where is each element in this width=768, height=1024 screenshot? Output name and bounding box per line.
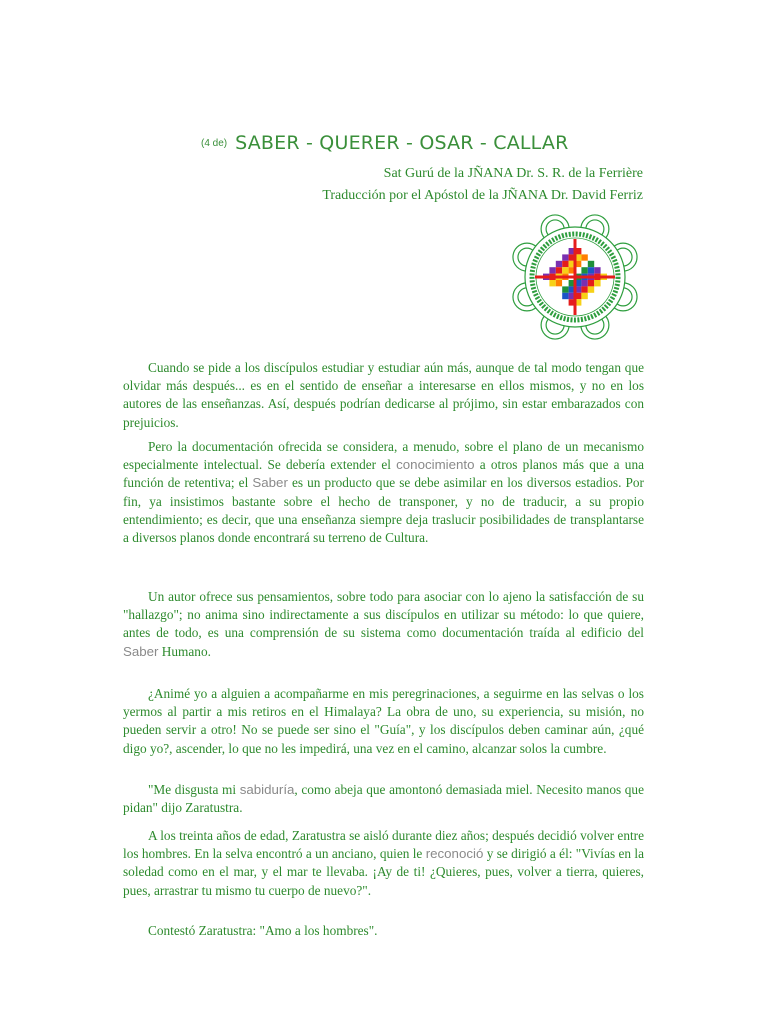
paragraph-text: es un producto que se debe asimilar en los diversos estadios. Por fin, ya insistimos bastante sobre el hecho de transponer, y no de traducir, a su propio entendimiento; es decir, que una enseñanza siempre deja traslucir posibilidades de transplantarse a diversos planos donde encontrará su terreno de Cultura. — [123, 475, 644, 546]
highlighted-term: sabiduría — [239, 782, 295, 797]
paragraph-text: a otros planos más que a una función de retentiva; el — [123, 457, 644, 491]
paragraph-7 — [123, 922, 644, 940]
highlighted-term: conocimiento — [396, 457, 475, 473]
paragraph-text: ¿Animé yo a alguien a acompañarme en mis peregrinaciones, a seguirme en las selvas o los yermos al partir a mis retiros en el Himalaya? La obra de uno, su experiencia, su misión, no pueden servir a otro! No se puede ser sino el "Guía", y los discípulos deben caminar aún, ¿qué digo yo?, ascender, lo que no les impedirá, una vez en el camino, alcanzar solos la cumbre. — [123, 686, 644, 756]
title-line — [201, 132, 569, 154]
paragraph-text: A los treinta años de edad, Zaratustra se aisló durante diez años; después decidió volver entre los hombres. En la selva encontró a un anciano, quien le — [123, 828, 644, 862]
page-title: SABER - QUERER - OSAR - CALLAR — [235, 132, 569, 154]
paragraph-text: Pero la documentación ofrecida se considera, a menudo, sobre el plano de un mecanismo especialmente intelectual. Se debería extender el — [123, 439, 644, 473]
paragraph-text: Humano. — [158, 643, 211, 659]
highlighted-term: reconoció — [425, 846, 484, 862]
jnana-mandala-emblem-icon — [505, 212, 645, 342]
highlighted-term: Saber — [252, 475, 288, 491]
paragraph-text: Contestó Zaratustra: "Amo a los hombres". — [148, 923, 378, 938]
part-number: (4 de) — [201, 137, 228, 149]
paragraph-4 — [123, 685, 644, 758]
paragraph-text: y se dirigió a él: "Vivías en la soledad como en el mar, y el mar te llevaba. ¡Ay de ti! ¿Quieres, pues, volver a tierra, quieres, pues, arrastrar tu mismo tu cuerpo de nuevo?". — [123, 846, 644, 898]
paragraph-text: Un autor ofrece sus pensamientos, sobre todo para asociar con lo ajeno la satisfacción de su "hallazgo"; no anima sino indirectamente a sus discípulos en utilizar su método: lo que quiere, antes de todo, es una comprensión de su sistema como documentación traída al edificio del — [123, 589, 644, 641]
paragraph-6 — [123, 827, 644, 900]
paragraph-1 — [123, 359, 644, 432]
paragraph-3 — [123, 588, 644, 661]
translator-line: Traducción por el Apóstol de la JÑANA Dr. David Ferriz — [322, 188, 643, 203]
highlighted-term: Saber — [123, 643, 159, 659]
paragraph-5 — [123, 781, 644, 817]
paragraph-text: Cuando se pide a los discípulos estudiar y estudiar aún más, aunque de tal modo tengan que olvidar más después... es en el sentido de enseñar a interesarse en ellos mismos, y no en los autores de las enseñanzas. Así, después podrían dedicarse al prójimo, sin estar embarazados con prejuicios. — [123, 360, 644, 430]
paragraph-2 — [123, 438, 644, 547]
paragraph-text: , como abeja que amontonó demasiada miel. Necesito manos que pidan" dijo Zaratustra. — [123, 782, 644, 816]
author-line: Sat Gurú de la JÑANA Dr. S. R. de la Ferrière — [383, 166, 643, 181]
paragraph-text: "Me disgusta mi — [148, 782, 240, 797]
